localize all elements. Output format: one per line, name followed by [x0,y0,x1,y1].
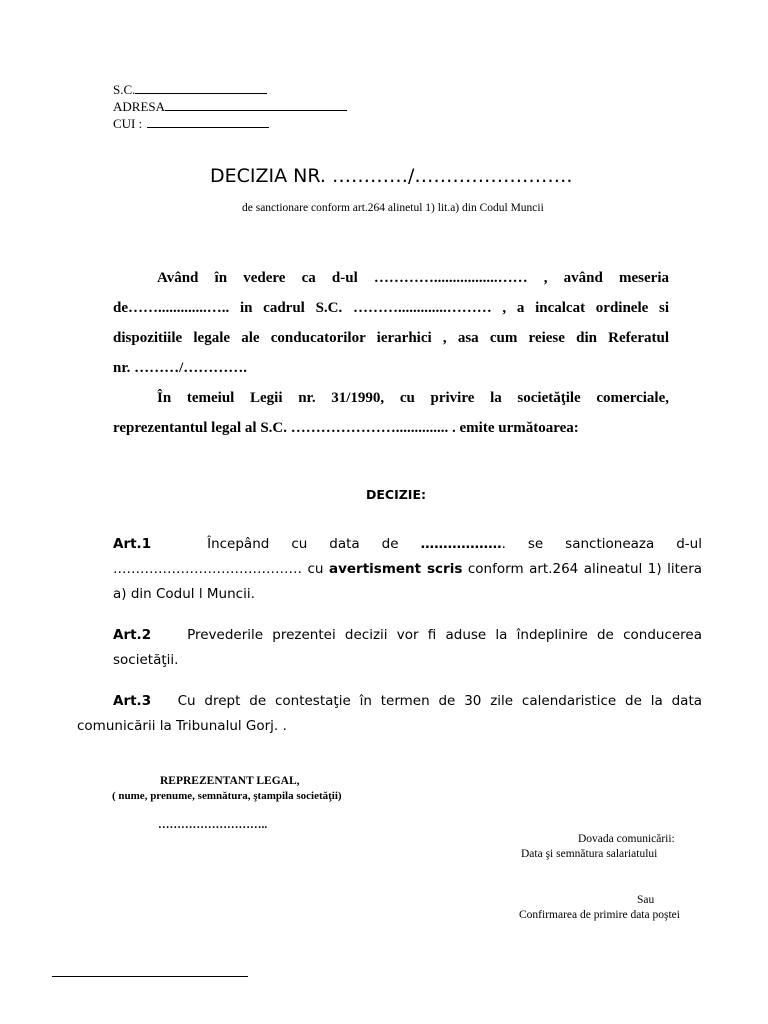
article-3 [77,689,702,739]
cui-label: CUI : [113,116,143,131]
art1-label: Art.1 [113,536,152,552]
signature-title: REPREZENTANT LEGAL, [160,775,300,787]
decizie-heading: DECIZIE: [366,487,426,502]
intro-line-6: reprezentantul legal al S.C. ………………….............. . emite următoarea: [113,420,579,436]
intro-line-1: Având în vedere ca d-ul ………….................…… , având meseria [157,270,669,286]
communication-proof-label: Dovada comunicării: [578,833,675,845]
sc-field [113,81,347,98]
footnote-separator [52,976,248,977]
sc-label: S.C. [113,82,136,97]
communication-date-signature: Data şi semnătura salariatului [521,848,658,860]
intro-line-4: nr. ………/…………. [113,360,248,376]
cui-blank-line [147,116,269,128]
art1-text-a: Începând cu data de [207,536,399,552]
art1-text-c: conform art.264 alineatul 1) litera a) din Codul l Muncii. [113,561,703,602]
intro-section [113,263,669,443]
company-header [113,81,347,132]
art1-date-blank: ……………… [420,536,502,552]
art2-label: Art.2 [113,627,152,643]
signature-dots: ……………………….. [158,819,268,831]
signature-subtitle: ( nume, prenume, semnătura, ştampila societăţii) [112,790,342,802]
document-title: DECIZIA NR. …………/……………………. [210,165,573,187]
art1-penalty: avertisment scris [328,561,463,577]
art1-text-b: se sanctioneaza d-ul …………………………………… cu [113,536,702,577]
document-subtitle: de sanctionare conform art.264 alinetul 1) lit.a) din Codul Muncii [242,202,544,214]
adresa-field [113,98,347,115]
cui-field [113,115,347,132]
adresa-label: ADRESA [113,99,166,114]
article-1: Art.1 Începând cu data de ………………. se sanctioneaza d-ul …………………………………… cu avertisment scris conform art.264 alineatul 1) litera a) din Codul l Muncii. [113,536,703,602]
intro-line-5: În temeiul Legii nr. 31/1990, cu privire la societăţile comerciale, [157,390,669,406]
sc-blank-line [135,82,267,94]
art3-label: Art.3 [113,693,152,709]
adresa-blank-line [165,99,347,111]
communication-or: Sau [637,894,655,906]
intro-line-3: dispozitiile legale ale conducatorilor ierarhici , asa cum reiese din Referatul [113,330,669,346]
article-2 [113,623,702,673]
intro-line-2: de…….............….. in cadrul S.C. ……….............……… , a incalcat ordinele si [113,300,669,316]
communication-postal-confirmation: Confirmarea de primire data poştei [519,909,680,921]
art3-text: Cu drept de contestaţie în termen de 30 zile calendaristice de la data comunicării la Tribunalul Gorj. . [77,693,703,734]
art2-text: Prevederile prezentei decizii vor fi aduse la îndeplinire de conducerea societăţii. [113,627,702,668]
